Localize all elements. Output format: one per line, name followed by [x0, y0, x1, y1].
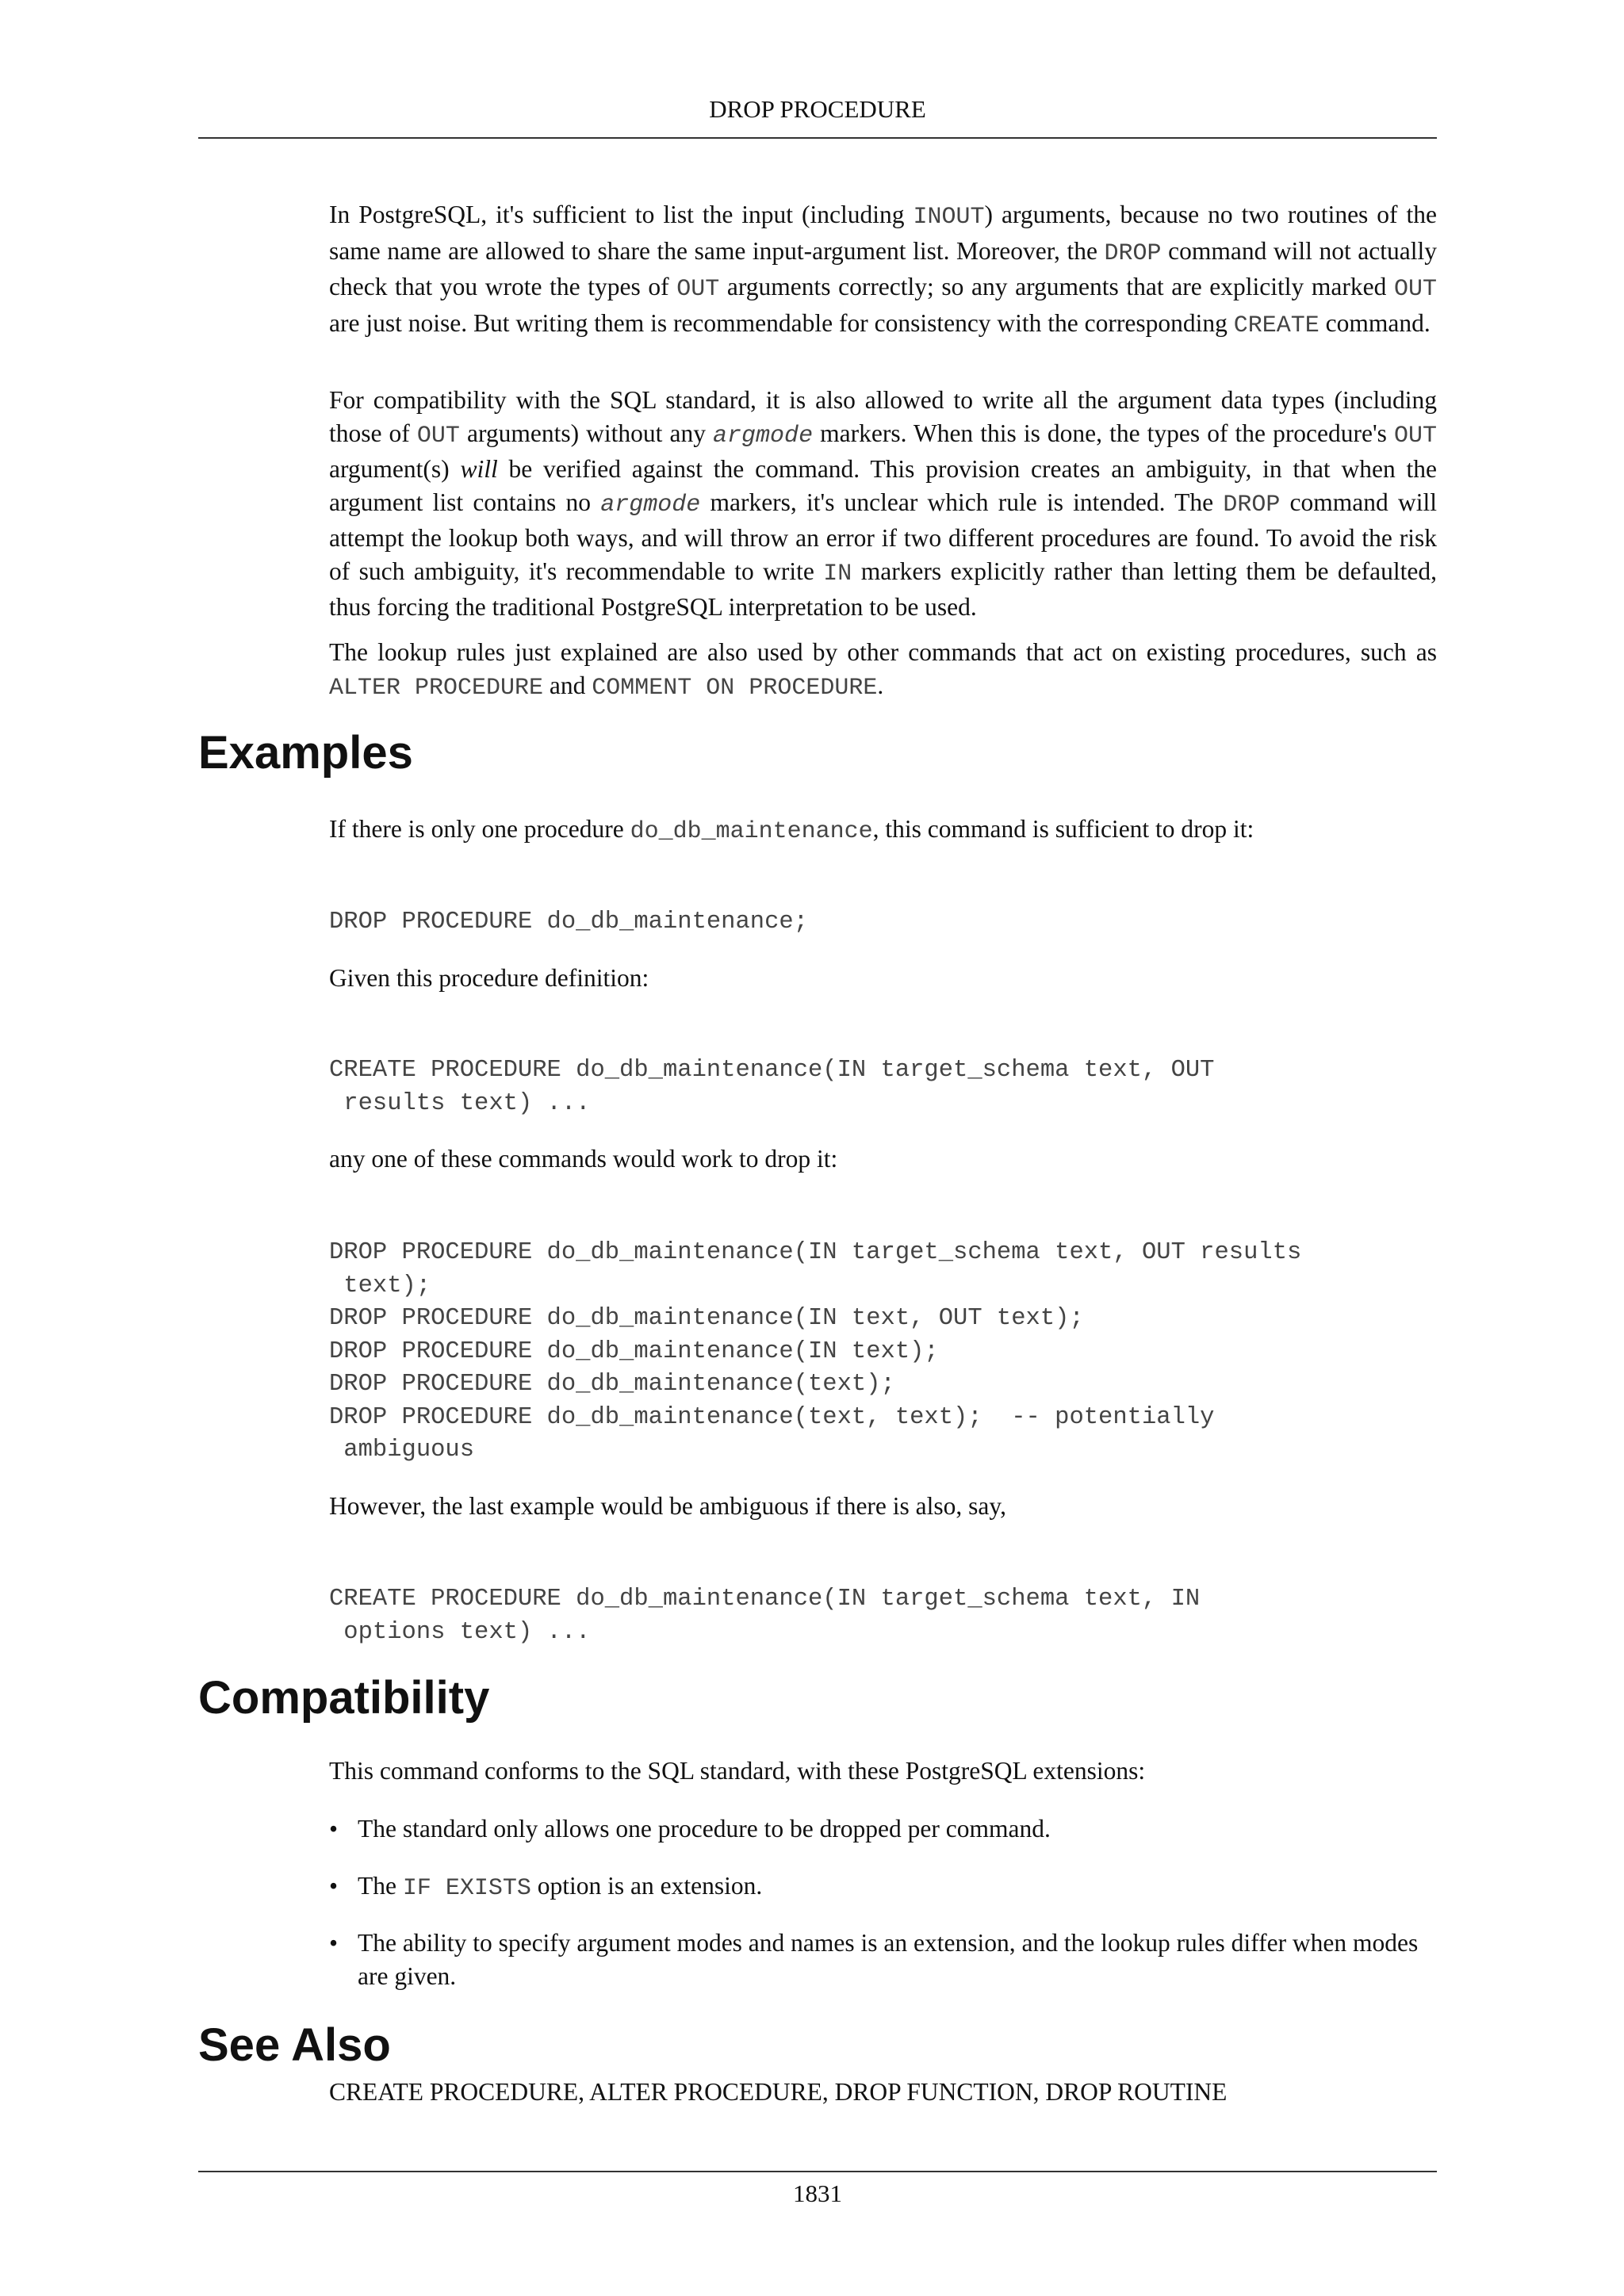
section-heading-compatibility: Compatibility: [198, 1672, 490, 1724]
examples-paragraph-4: However, the last example would be ambiguous if there is also, say,: [329, 1492, 1006, 1520]
inline-code: CREATE: [1233, 312, 1320, 339]
compatibility-list: [329, 1869, 1437, 1906]
inline-code-italic: argmode: [600, 491, 701, 519]
code-block-4: CREATE PROCEDURE do_db_maintenance(IN target_schema text, IN options text) ...: [329, 1586, 1201, 1646]
inline-code: OUT: [1394, 422, 1438, 450]
list-item: • The ability to specify argument modes and names is an extension, and the lookup rules differ when modes are given.: [329, 1927, 1437, 1992]
running-header: DROP PROCEDURE: [709, 95, 926, 123]
code-block-2: CREATE PROCEDURE do_db_maintenance(IN target_schema text, OUT results text) ...: [329, 1057, 1215, 1117]
compatibility-list: [329, 1927, 1437, 1992]
page-number: 1831: [793, 2179, 842, 2207]
compatibility-intro: This command conforms to the SQL standard, with these PostgreSQL extensions:: [329, 1757, 1146, 1785]
inline-code: OUT: [416, 422, 460, 450]
inline-code: OUT: [676, 276, 720, 303]
examples-paragraph-3: any one of these commands would work to drop it:: [329, 1145, 838, 1173]
inline-code: DROP: [1104, 239, 1162, 267]
section-heading-see-also: See Also: [198, 2019, 391, 2071]
inline-code: DROP: [1223, 491, 1281, 519]
notes-paragraph-1: In PostgreSQL, it's sufficient to list the input (including INOUT) arguments, because no two routines of the same name are allowed to share the same input-argument list. Moreover, the DROP command will not actually check that you wrote the types of OUT arguments correctly; so any arguments that are explicitly marked OUT are just noise. But writing them is recommendable for consistency with the corresponding CREATE command.: [329, 201, 1438, 339]
inline-code: IF EXISTS: [402, 1875, 531, 1902]
code-block-3: DROP PROCEDURE do_db_maintenance(IN target_schema text, OUT results text); DROP PROCEDURE do_db_maintenance(IN text, OUT text); DROP PROCEDURE do_db_maintenance(IN text); DROP PROCEDURE do_db_maintenance(text); DROP PROCEDURE do_db_maintenance(text, text); -- potentially ambiguous: [329, 1239, 1302, 1464]
examples-paragraph-1: If there is only one procedure do_db_maintenance, this command is sufficient to drop it:: [329, 815, 1254, 845]
inline-code: IN: [823, 560, 852, 587]
footer-rule: [198, 2171, 1437, 2172]
see-also-links: CREATE PROCEDURE, ALTER PROCEDURE, DROP FUNCTION, DROP ROUTINE: [329, 2078, 1228, 2106]
inline-code: do_db_maintenance: [630, 818, 873, 845]
list-item: • The IF EXISTS option is an extension.: [329, 1869, 1437, 1906]
compatibility-list: [329, 1812, 1437, 1846]
inline-code: INOUT: [913, 204, 985, 231]
inline-code: ALTER PROCEDURE: [329, 674, 544, 702]
header-rule: [198, 137, 1437, 139]
code-block-1: DROP PROCEDURE do_db_maintenance;: [329, 909, 808, 936]
inline-code-italic: argmode: [713, 422, 814, 450]
notes-paragraph-3: The lookup rules just explained are also used by other commands that act on existing procedures, such as ALTER PROCEDURE and COMMENT ON PROCEDURE.: [329, 638, 1437, 702]
emphasis: will: [460, 455, 498, 483]
section-heading-examples: Examples: [198, 727, 413, 779]
notes-paragraph-2: For compatibility with the SQL standard, it is also allowed to write all the argument data types (including those of OUT arguments) without any argmode markers. When this is done, the types of the procedure's OUT argument(s) will be verified against the command. This provision creates an ambiguity, in that when the argument list contains no argmode markers, it's unclear which rule is intended. The DROP command will attempt the lookup both ways, and will throw an error if two different procedures are found. To avoid the risk of such ambiguity, it's recommendable to write IN markers explicitly rather than letting them be defaulted, thus forcing the traditional PostgreSQL interpretation to be used.: [329, 386, 1438, 621]
examples-paragraph-2: Given this procedure definition:: [329, 964, 649, 992]
inline-code: COMMENT ON PROCEDURE: [592, 674, 878, 702]
list-item: • The standard only allows one procedure to be dropped per command.: [329, 1812, 1437, 1846]
inline-code: OUT: [1393, 276, 1437, 303]
